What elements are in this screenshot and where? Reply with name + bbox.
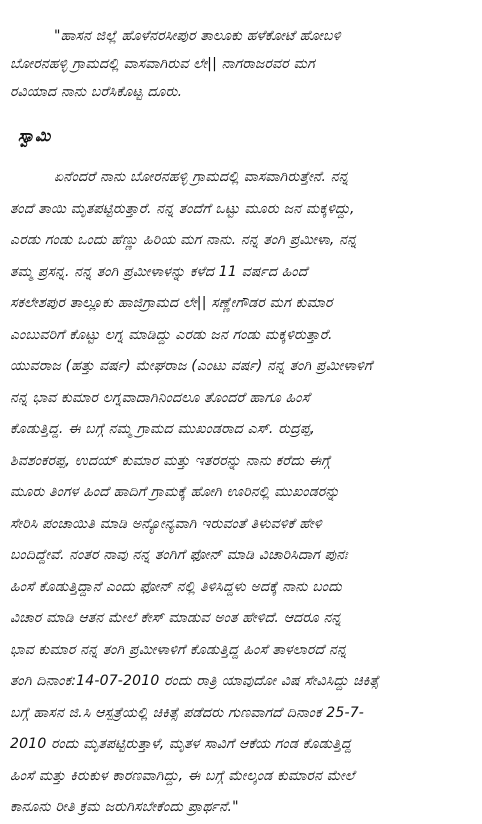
- body-line: ಮೂರು ತಿಂಗಳ ಹಿಂದೆ ಹಾದಿಗೆ ಗ್ರಾಮಕ್ಕೆ ಹೋಗಿ ಊರಿನಲ್ಲಿ ಮುಖಂಡರನ್ನು: [10, 484, 340, 500]
- body-line: 2010 ರಂದು ಮೃತಪಟ್ಟಿರುತ್ತಾಳೆ, ಮೃತಳ ಸಾವಿಗೆ ಆಕೆಯ ಗಂಡ ಕೊಡುತ್ತಿದ್ದ: [10, 736, 352, 752]
- body-line: ತಮ್ಮ ಪ್ರಸನ್ನ. ನನ್ನ ತಂಗಿ ಪ್ರಮೀಳಾಳನ್ನು ಕಳೆದ 11 ವರ್ಷದ ಹಿಂದೆ: [10, 263, 308, 280]
- body-line: ತಂದೆ ತಾಯಿ ಮೃತಪಟ್ಟಿರುತ್ತಾರೆ. ನನ್ನ ತಂದೆಗೆ ಒಟ್ಟು ಮೂರು ಜನ ಮಕ್ಕಳಿದ್ದು,: [10, 200, 355, 217]
- body-line: ನನ್ನ ಭಾವ ಕುಮಾರ ಲಗ್ನವಾದಾಗಿನಿಂದಲೂ ತೊಂದರೆ ಹಾಗೂ ಹಿಂಸೆ: [10, 389, 310, 406]
- salutation-heading: ಸ್ವಾಮಿ: [18, 126, 51, 145]
- body-line: ಹಿಂಸೆ ಮತ್ತು ಕಿರುಕುಳ ಕಾರಣವಾಗಿದ್ದು, ಈ ಬಗ್ಗೆ ಮೇಲ್ಕಂಡ ಕುಮಾರನ ಮೇಲೆ: [10, 767, 355, 784]
- intro-line: ಬೋರನಹಳ್ಳಿ ಗ್ರಾಮದಲ್ಲಿ ವಾಸವಾಗಿರುವ ಲೇ|| ನಾಗರಾಜರವರ ಮಗ: [10, 56, 315, 72]
- body-line: ಕೊಡುತ್ತಿದ್ದ. ಈ ಬಗ್ಗೆ ನಮ್ಮ ಗ್ರಾಮದ ಮುಖಂಡರಾದ ಎಸ್. ರುದ್ರಪ್ಪ,: [10, 421, 316, 437]
- intro-line: "ಹಾಸನ ಜಿಲ್ಲೆ ಹೊಳೆನರಸೀಪುರ ತಾಲೂಕು ಹಳೆಕೋಟೆ ಹೋಬಳಿ: [54, 28, 341, 44]
- body-paragraph: [10, 162, 472, 824]
- body-line: ಸಕಲೇಶಪುರ ತಾಲ್ಲೂಕು ಹಾಜಿಗ್ರಾಮದ ಲೇ|| ಸಣ್ಣೇಗೌಡರ ಮಗ ಕುಮಾರ: [10, 295, 333, 311]
- body-line: ಯುವರಾಜ (ಹತ್ತು ವರ್ಷ) ಮೇಘರಾಜ (ಎಂಟು ವರ್ಷ) ನನ್ನ ತಂಗಿ ಪ್ರಮೀಳಾಳಿಗೆ: [10, 358, 373, 374]
- body-line: ಏನೆಂದರೆ ನಾನು ಬೋರನಹಳ್ಳಿ ಗ್ರಾಮದಲ್ಲಿ ವಾಸವಾಗಿರುತ್ತೇನೆ. ನನ್ನ: [54, 169, 349, 185]
- body-line: ಕಾನೂನು ರೀತಿ ಕ್ರಮ ಜರುಗಿಸಬೇಕೆಂದು ಪ್ರಾರ್ಥನೆ.": [10, 799, 239, 815]
- body-line: ಬಗ್ಗೆ ಹಾಸನ ಜಿ.ಸಿ ಆಸ್ಪತ್ರೆಯಲ್ಲಿ ಚಿಕಿತ್ಸೆ ಪಡೆದರು ಗುಣವಾಗದೆ ದಿನಾಂಕ 25-7-: [10, 704, 365, 721]
- intro-line: ರವಿಯಾದ ನಾನು ಬರೆಸಿಕೊಟ್ಟ ದೂರು.: [10, 84, 183, 100]
- body-line: ಸೇರಿಸಿ ಪಂಚಾಯಿತಿ ಮಾಡಿ ಅನ್ಯೋನ್ಯವಾಗಿ ಇರುವಂತೆ ತಿಳುವಳಿಕೆ ಹೇಳಿ: [10, 515, 322, 532]
- intro-paragraph: [10, 22, 472, 106]
- body-line: ವಿಚಾರ ಮಾಡಿ ಆತನ ಮೇಲೆ ಕೇಸ್ ಮಾಡುವ ಅಂತ ಹೇಳಿದೆ. ಆದರೂ ನನ್ನ: [10, 610, 342, 626]
- body-line: ಹಿಂಸೆ ಕೊಡುತ್ತಿದ್ದಾನೆ ಎಂದು ಫೋನ್ ನಲ್ಲಿ ತಿಳಿಸಿದ್ದಳು ಅದಕ್ಕೆ ನಾನು ಬಂದು: [10, 578, 342, 595]
- body-line: ಭಾವ ಕುಮಾರ ನನ್ನ ತಂಗಿ ಪ್ರಮೀಳಾಳಿಗೆ ಕೊಡುತ್ತಿದ್ದ ಹಿಂಸೆ ತಾಳಲಾರದೆ ನನ್ನ: [10, 641, 347, 658]
- body-line: ಶಿವಶಂಕರಪ್ಪ, ಉದಯ್ ಕುಮಾರ ಮತ್ತು ಇತರರನ್ನು ನಾನು ಕರೆದು ಈಗ್ಗೆ: [10, 452, 331, 469]
- body-line: ಎರಡು ಗಂಡು ಒಂದು ಹೆಣ್ಣು ಹಿರಿಯ ಮಗ ನಾನು. ನನ್ನ ತಂಗಿ ಪ್ರಮೀಳಾ, ನನ್ನ: [10, 232, 358, 248]
- body-line: ಬಂದಿದ್ದೇವೆ. ನಂತರ ನಾವು ನನ್ನ ತಂಗಿಗೆ ಫೋನ್ ಮಾಡಿ ವಿಚಾರಿಸಿದಾಗ ಪುನಃ: [10, 547, 348, 563]
- body-line: ತಂಗಿ ದಿನಾಂಕ:14-07-2010 ರಂದು ರಾತ್ರಿ ಯಾವುದೋ ವಿಷ ಸೇವಿಸಿದ್ದು ಚಿಕಿತ್ಸೆ: [10, 673, 380, 689]
- body-line: ಎಂಬುವರಿಗೆ ಕೊಟ್ಟು ಲಗ್ನ ಮಾಡಿದ್ದು ಎರಡು ಜನ ಗಂಡು ಮಕ್ಕಳಿರುತ್ತಾರೆ.: [10, 326, 333, 343]
